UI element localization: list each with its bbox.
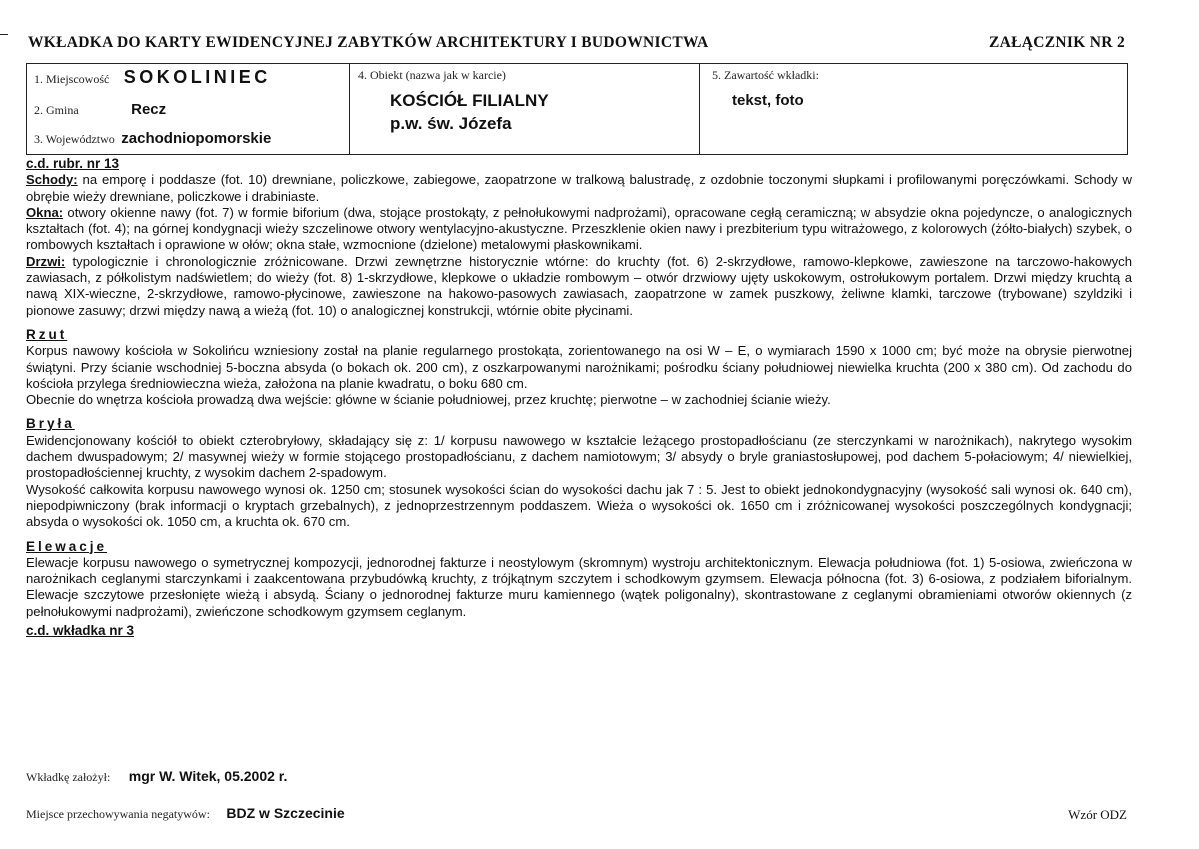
commune-value: Recz [131,101,167,118]
stairs-text: na emporę i poddasze (fot. 10) drewniane, policzkowe, zabiegowe, zaopatrzone w tralkową balustradę, z ozdobnie toczonymi słupkami i profilowanymi poręczówkami. Schody w obrębie wieży drewniane, policzkowe i drabiniaste. [26,172,1132,204]
plan-paragraph-1: Korpus nawowy kościoła w Sokolińcu wzniesiony został na planie regularnego prostokąta, zorientowanego na osi W – E, o wymiarach 1590 x 1000 cm; być może na obrysie pierwotnej świątyni. Przy ścianie wschodniej 5-boczna absyda (o bokach ok. 200 cm), z oszkarpowanymi narożnikami; pośrodku ściany południowej niewielka kruchta (200 x 380 cm). Od zachodu do kościoła przylega średniowieczna wieża, założona na planie kwadratu, o boku 680 cm. [26,343,1132,391]
windows-lead: Okna: [26,204,64,220]
pattern-label: Wzór ODZ [1068,807,1127,822]
elevations-heading: Elewacje [26,538,108,554]
annex-number: ZAŁĄCZNIK NR 2 [989,34,1125,51]
object-label: 4. Obiekt (nazwa jak w karcie) [358,68,506,82]
town-label: 1. Miejscowość [34,72,110,86]
storage-label: Miejsce przechowywania negatywów: [26,807,210,821]
author-line [26,768,287,786]
object-name-line2: p.w. św. Józefa [390,114,512,133]
windows-text: otwory okienne nawy (fot. 7) w formie biforium (dwa, stojące prostokąty, z pełnołukowymi nadprożami), opracowane cegłą ceramiczną; w absydzie okna pojedyncze, o analogicznych kształtach (fot. 4); na górnej kondygnacji wieży szczelinowe otwory wentylacyjno-akustyczne. Przeszklenie okien nawy i prezbiterium typu witrażowego, z kolorowych (żółto-białych) szybek, o rombowych kształtach i oprawione w ołów; okna stałe, wzmocnione (dzielone) metalowymi płaskownikami. [26,204,1132,253]
elevations-paragraph: Elewacje korpusu nawowego o symetrycznej kompozycji, jednorodnej fakturze i neostylowym (skromnym) wystroju architektonicznym. Elewacja południowa (fot. 1) 5-osiowa, zwieńczona w narożnikach ceglanymi starczynkami i zaakcentowana przybudówką kruchty, z trójkątnym szczytem i schodkowym gzymsem. Elewacja północna (fot. 3) 6-osiowa, z podziałem biforialnym. Elewacje szczytowe przesłonięte wieżą i absydą. Ściany o jednorodnej fakturze muru kamiennego (wątek poligonalny), skontrastowane z ceglanymi obramieniami otworów okiennych (z pełnołukowymi nadprożami), zwieńczone schodkowym gzymsem ceglanym. [26,554,1132,619]
stairs-paragraph [26,172,1132,205]
doors-lead: Drzwi: [26,253,66,269]
mass-paragraph-2: Wysokość całkowita korpusu nawowego wynosi ok. 1250 cm; stosunek wysokości ścian do wysokości dachu jak 7 : 5. Jest to obiekt jednokondygnacyjny (wysokość sali wynosi ok. 640 cm), niepodpiwniczony (brak informacji o kryptach grzebalnych), z jednoprzestrzennym poddaszem. Wieża o wysokości ok. 1650 cm i zróżnicowanej wysokości poszczególnych kondygnacji; absyda o wysokości ok. 1050 cm, a kruchta ok. 670 cm. [26,481,1132,530]
doors-text: typologicznie i chronologicznie zróżnicowane. Drzwi zewnętrzne historycznie wtórne: do kruchty (fot. 6) 2-skrzydłowe, ramowo-klepkowe, zawieszone na tarczowo-hakowych zawiasach, z półkolistym nadświetlem; do wieży (fot. 8) 1-skrzydłowe, klepkowe o układzie rombowym – otwór drzwiowy ujęty uskokowym, ostrołukowym portalem. Drzwi między kruchtą a nawą XIX-wieczne, 2-skrzydłowe, ramowo-płycinowe, zawieszone na hakowo-pasowych zawiasach, zaopatrzone w zamek puszkowy, żeliwne klamki, tarczowe (trybowane) szyldziki i pionowe zasuwy; drzwi między nawą a wieżą (fot. 10) o analogicznej konstrukcji, wtórnie obite płycinami. [26,253,1132,318]
location-column [27,64,349,154]
author-value: mgr W. Witek, 05.2002 r. [128,768,288,784]
description-text [26,156,1132,639]
voivodeship-row [34,130,271,148]
content-value: tekst, foto [732,92,804,109]
object-column [349,64,699,154]
stairs-lead: Schody: [26,172,78,188]
storage-value: BDZ w Szczecinie [226,805,345,821]
commune-row [34,101,166,119]
commune-label: 2. Gmina [34,103,79,117]
storage-line [26,805,345,823]
corner-mark [0,34,8,35]
windows-paragraph [26,205,1132,254]
voivodeship-label: 3. Województwo [34,132,115,146]
town-value: SOKOLINIEC [123,67,271,87]
sheet-title: WKŁADKA DO KARTY EWIDENCYJNEJ ZABYTKÓW ARCHITEKTURY I BUDOWNICTWA [28,34,709,51]
plan-paragraph-2: Obecnie do wnętrza kościoła prowadzą dwa wejście: główne w ścianie południowej, przez kruchtę; pierwotne – w zachodniej ścianie wieży. [26,392,831,408]
content-label: 5. Zawartość wkładki: [712,68,819,82]
continued-label: c.d. wkładka nr 3 [26,623,135,639]
object-name-line1: KOŚCIÓŁ FILIALNY [390,91,549,110]
mass-heading: Bryła [26,416,75,432]
doors-paragraph [26,254,1132,319]
town-row [34,67,271,88]
info-box [26,63,1128,155]
continuation-label: c.d. rubr. nr 13 [26,156,120,171]
content-column [699,64,1127,154]
voivodeship-value: zachodniopomorskie [121,130,272,147]
plan-heading: Rzut [26,326,68,342]
mass-paragraph-1: Ewidencjonowany kościół to obiekt czterobryłowy, składający się z: 1/ korpusu nawowego w kształcie leżącego prostopadłościanu (ze sterczynkami w narożnikach), nakrytego wysokim dachem dwuspadowym; 2/ masywnej wieży w formie stojącego prostopadłościanu, z dachem namiotowym; 3/ absydy o bryle graniastosłupowej, pod dachem 5-połaciowym; 4/ niewielkiej, prostopadłościennej kruchty, z wysokim dachem 2-spadowym. [26,432,1132,481]
author-label: Wkładkę założył: [26,770,111,784]
